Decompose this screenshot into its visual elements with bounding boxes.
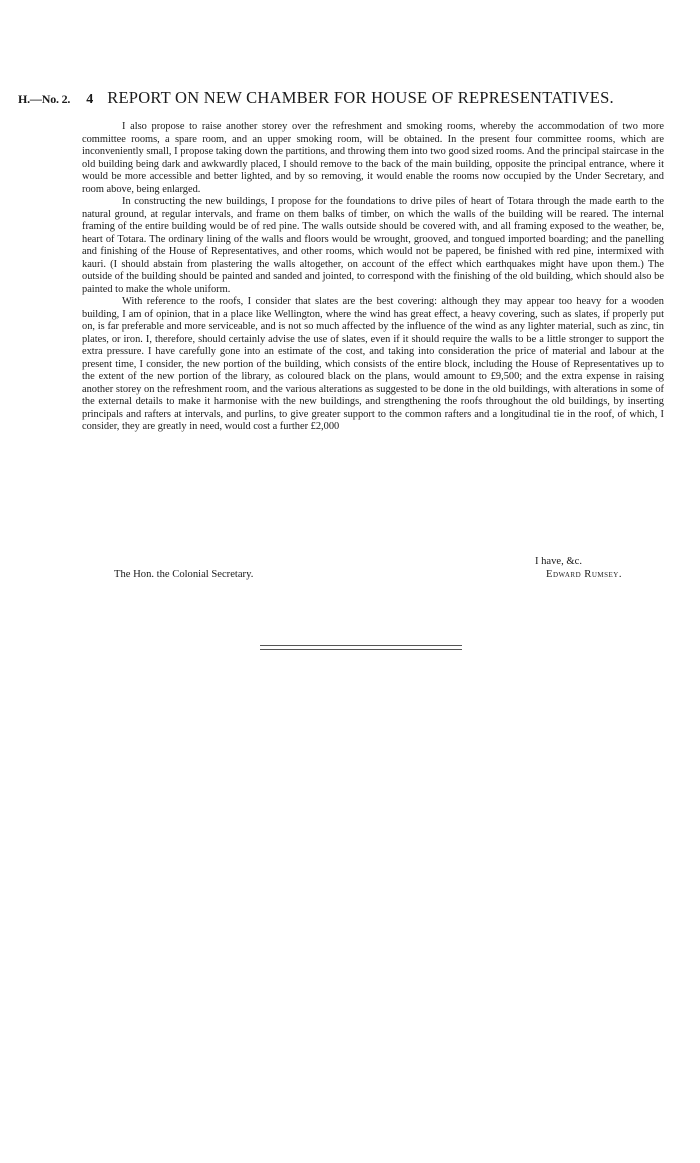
signature: Edward Rumsey. [545,569,622,580]
page-title: REPORT ON NEW CHAMBER FOR HOUSE OF REPRESENTATIVES. [107,88,614,107]
addressee: The Hon. the Colonial Secretary. [114,569,254,580]
paragraph-construction: In constructing the new buildings, I propose for the foundations to drive piles of heart of Totara through the made earth to the natural ground, at regular intervals, and frame on them balks of timber, on which the walls of the building will be reared. The internal framing of the entire building would be of red pine. The walls outside should be covered with, and all framing exposed to the weather, be, heart of Totara. The ordinary lining of the walls and floors would be wrought, grooved, and tongued imported boarding; and the panelling and finishing of the House of Representatives, and other rooms, which would not be papered, be finished with red pine, intermixed with kauri. (I should abstain from plastering the walls altogether, on account of the effect which earthquakes might have upon them.) The outside of the building should be painted and sanded and jointed, to correspond with the finishing of the old building, which should also be painted to make the whole uniform. [82,196,664,295]
page-number: 4 [86,92,94,107]
paragraph-storey-addition: I also propose to raise another storey over the refreshment and smoking rooms, whereby the accommodation of two more committee rooms, a spare room, and an upper smoking room, will be obtained. In the present four committee rooms, which are inconveniently small, I propose taking down the partitions, and throwing them into two good sized rooms. And the principal staircase in the old building being dark and awkwardly placed, I should remove to the back of the main building, opposite the principal entrance, where it would be more accessible and better lighted, and by so removing, it would enable the rooms now occupied by the Under Secretary, and room above, being enlarged. [82,121,664,195]
page-header [18,88,680,110]
section-divider-rule [260,645,462,650]
document-reference: H.—No. 2. [18,92,71,106]
valediction: I have, &c. [534,556,582,567]
letter-closing [82,556,664,584]
report-body [82,121,664,434]
paragraph-roofs-estimate: With reference to the roofs, I consider that slates are the best covering: although they may appear too heavy for a wooden building, I am of opinion, that in a place like Wellington, where the wind has great effect, a heavy covering, such as slates, if properly put on, is far preferable and more serviceable, and is not so much affected by the influence of the wind as any lighter material, such as zinc, tin plates, or iron. I, therefore, should certainly advise the use of slates, even if it should require the walls to be a little stronger to support the extra pressure. I have carefully gone into an estimate of the cost, and taking into consideration the price of material and labour at the present time, I consider, the new portion of the building, which consists of the entire block, including the House of Representatives up to the extent of the new portion of the library, as coloured black on the plans, would amount to £9,500; and the extra expense in raising another storey on the refreshment room, and the various alterations as suggested to be done in the old buildings, with alterations in some of the external details to make it harmonise with the new buildings, and strengthening the roofs throughout the old buildings, by inserting principals and rafters at intervals, and purlins, to give greater support to the common rafters and a longitudinal tie in the roof, of which, I consider, they are greatly in need, would cost a further £2,000 [82,296,664,432]
